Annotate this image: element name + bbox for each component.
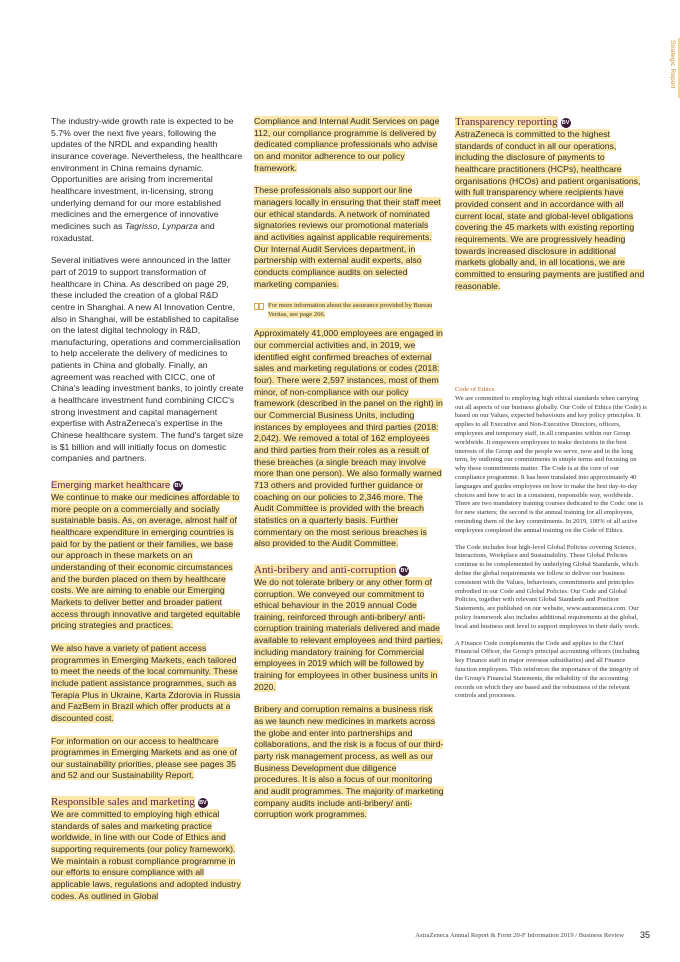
paragraph-breaches: Approximately 41,000 employees are engaged in our commercial activities and, in 2019, we identified eight confirmed breaches of external sales and marketing regulations or codes (2018: four). There were 2,597 instances, most of them minor, of non-compliance with our policy framework (described in the panel on the right) in our Commercial Business Units, including instances by employees and third parties (2018: 2,042). We removed a total of 162 employees and third parties from their roles as a result of these breaches (a single breach may involve more than one person). We also formally warned 713 others and provided further guidance or coaching on our policies to 2,346 more. The Audit Committee is provided with the breach statistics on a quarterly basis. Further commentary on the most serious breaches is also provided to the Audit Committee. — [254, 328, 443, 549]
column-right — [455, 116, 647, 700]
bv-badge-icon: BV — [561, 120, 570, 126]
paragraph-china-initiatives: Several initiatives were announced in the latter part of 2019 to support transformation of healthcare in China. As described on page 29, these included the creation of a global R&D centre in Shanghai. A new AI Innovation Centre, also in Shanghai, will be established to capitalise on the latest digital technology in R&D, manufacturing, operations and commercialisation to help accelerate the delivery of medicines to patients in China and globally. Finally, an agreement was reached with CICC, one of China's leading investment banks, to jointly create a healthcare investment fund combining CICC's strong investment and capital management expertise with AstraZeneca's expertise in the Chinese healthcare system. The fund's target size is $1 billion and will initially focus on domestic companies and partners. — [51, 255, 244, 464]
panel-paragraph-3: A Finance Code complements the Code and applies to the Chief Financial Officer, the Group's principal accounting officers (including key Finance staff in major overseas subsidiaries) and all Finance function employees. This reinforces the importance of the integrity of the Group's Financial Statements, the reliability of the accounting records on which they are based and the robustness of the relevant controls and processes. — [455, 639, 640, 700]
bv-badge-icon: BV — [199, 800, 207, 807]
paragraph-china-growth: The industry-wide growth rate is expected to be 5.7% over the next five years, following the updates of the NRDL and expanding health insurance coverage. Nevertheless, the healthcare environment in China remains dynamic. Opportunities are arising from incremental healthcare investment, in-licensing, strong underlying demand for our more established medicines and the emergence of innovative medicines such as Tagrisso, Lynparza and roxadustat. — [51, 116, 243, 243]
assurance-note: For more information about the assurance provided by Bureau Veritas, see page 266. — [254, 302, 444, 319]
footer-text: AstraZeneca Annual Report & Form 20-F Information 2019 / Business Review — [415, 932, 624, 939]
paragraph-affordability: We continue to make our medicines affordable to more people on a commercially and socially sustainable basis. As, on average, almost half of healthcare expenditure in emerging countries is paid for by the patient or their families, we base our approach in these markets on an understanding of their economic circumstances and the burden placed on them by healthcare costs. We are aiming to enable our Emerging Markets to deliver better and broader patient access through innovative and targeted equitable pricing strategies and practices. — [51, 492, 241, 631]
panel-title: Code of Ethics — [455, 386, 495, 393]
panel-paragraph-1: We are committed to employing high ethical standards when carrying out all aspects of our business globally. Our Code of Ethics (the Code) is based on our Values, expected behaviours and key policy principles. It applies to all Executive and Non-Executive Directors, officers, employees and temporary staff, in all companies within our Group worldwide. It empowers employees to make decisions in the best interests of the Group and the people we serve, now and in the long term, by outlining our commitments in simple terms and focusing on why these commitments matter. The Code is at the core of our compliance programme. It has been translated into approximately 40 languages and guides employees on how to make the best day-to-day choices and how to act in a consistent, responsible way, worldwide. There are two mandatory training courses dedicated to the Code: one is for new starters; the second is the annual training for all employees, reminding them of the key commitments. In 2019, 100% of all active employees completed the annual training on the Code of Ethics. — [455, 394, 647, 534]
heading-emerging-market: Emerging market healthcare BV — [51, 480, 183, 492]
column-left — [51, 116, 244, 902]
heading-transparency: Transparency reporting BV — [455, 116, 570, 128]
paragraph-bribery-risk: Bribery and corruption remains a business risk as we launch new medicines in markets across the globe and enter into partnerships and collaborations, and the risk is a focus of our third-party risk management process, as well as our Business Development due diligence procedures. It is also a focus of our monitoring and audit programmes. The majority of marketing company audits include anti-bribery/ anti-corruption work programmes. — [254, 704, 444, 820]
paragraph-patient-access: We also have a variety of patient access programmes in Emerging Markets, each tailored to meet the needs of the local community. These include patient assistance programmes, such as Terapia Plus in Ukraine, Karta Zdorovia in Russia and FazBem in Brazil which offer products at a discounted cost. — [51, 642, 241, 723]
book-icon — [254, 303, 264, 310]
code-of-ethics-panel — [455, 386, 647, 701]
heading-anti-bribery: Anti-bribery and anti-corruption BV — [254, 563, 409, 576]
column-middle — [254, 116, 444, 821]
paragraph-transparency: AstraZeneca is committed to the highest standards of conduct in all our operations, including the disclosure of payments to healthcare practitioners (HCPs), healthcare organisations (HCOs) and patient organisations, with full transparency where recipients have provided consent and in accordance with all current local, state and global-level obligations covering the 45 markets with existing reporting requirements. We are progressively heading towards increased disclosure in additional markets globally and, in all locations, we are committed to ensuring payments are justified and reasonable. — [455, 129, 645, 291]
paragraph-no-tolerance: We do not tolerate bribery or any other form of corruption. We conveyed our commitment to ethical behaviour in the 2019 annual Code training, reinforced through anti-bribery/ anti-corruption training materials delivered and made available to relevant employees and third parties, including mandatory training for Commercial employees in 2019 which will be followed by training for employees in other business units in 2020. — [254, 576, 443, 692]
bv-badge-icon: BV — [174, 483, 183, 490]
section-side-label: Strategic Report — [669, 40, 676, 89]
bv-badge-icon: BV — [400, 567, 409, 574]
paragraph-sales-standards: We are committed to employing high ethical standards of sales and marketing practice worldwide, in line with our Code of Ethics and supporting requirements (our policy framework). We maintain a robust compliance programme in our efforts to ensure compliance with all applicable laws, regulations and adopted industry codes. As outlined in Global — [51, 809, 241, 901]
paragraph-professionals: These professionals also support our line managers locally in ensuring that their staff meet our ethical standards. A network of nominated signatories reviews our promotional materials and activities against applicable requirements. Our Internal Audit Services department, in partnership with external audit experts, also conducts compliance audits on selected marketing companies. — [254, 185, 441, 289]
panel-paragraph-2: The Code includes four high-level Global Policies covering Science, Interactions, Workplace and Sustainability. These Global Policies continue to be complemented by underlying Global Standards, which define the global requirements we follow to deliver our business consistent with the Values, behaviours, commitments and principles embodied in our Code and Global Policies. Our Code and Global Policies, together with relevant Global Standards and Position Statements, are published on our website, www.astrazeneca.com. Our policy framework also includes additional requirements at the global, local and business unit level to support employees in their daily work. — [455, 543, 640, 630]
paragraph-compliance-programme: Compliance and Internal Audit Services on page 112, our compliance programme is delivered by dedicated compliance professionals who advise on and monitor adherence to our policy framework. — [254, 116, 440, 173]
paragraph-access-reference: For information on our access to healthcare programmes in Emerging Markets and as one of our sustainability priorities, please see pages 35 and 52 and our Sustainability Report. — [51, 735, 237, 781]
page-footer — [360, 930, 650, 942]
page-number: 35 — [639, 930, 650, 940]
heading-responsible-sales: Responsible sales and marketing BV — [51, 796, 207, 809]
